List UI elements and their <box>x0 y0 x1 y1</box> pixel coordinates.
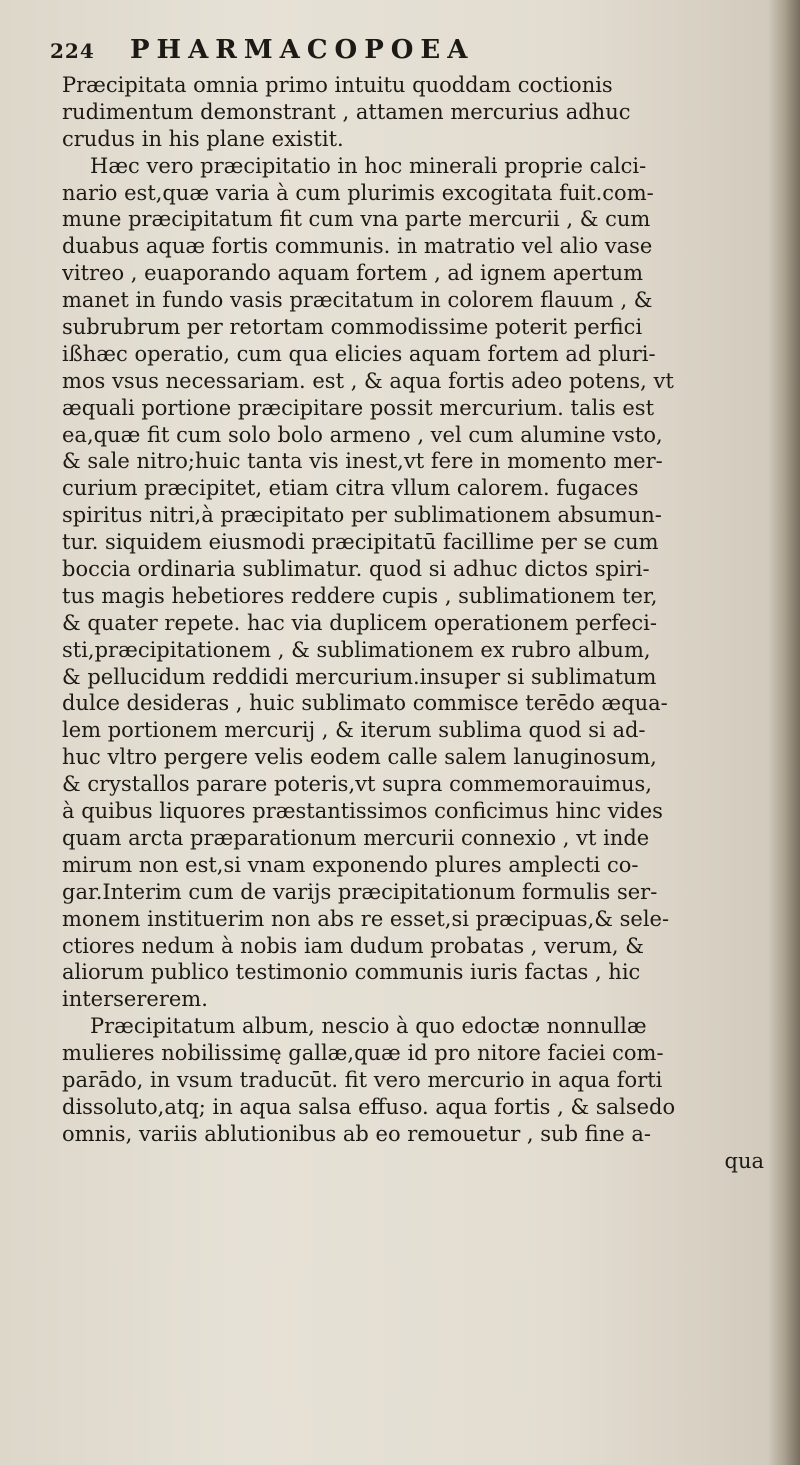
text-line: rudimentum demonstrant , attamen mercurius adhuc <box>62 99 631 124</box>
text-line: & quater repete. hac via duplicem operationem perfeci- <box>62 610 657 635</box>
text-line: tur. siquidem eiusmodi præcipitatū facillime per se cum <box>62 530 659 555</box>
text-line: intersererem. <box>62 987 208 1012</box>
page-header <box>50 35 760 71</box>
text-line: & crystallos parare poteris,vt supra commemorauimus, <box>62 772 652 797</box>
text-line: manet in fundo vasis præcitatum in colorem flauum , & <box>62 288 653 313</box>
running-head: PHARMACOPOEA <box>130 35 475 65</box>
body-text <box>62 72 778 1175</box>
text-line: nario est,quæ varia à cum plurimis excogitata fuit.com- <box>62 180 654 205</box>
text-line: à quibus liquores præstantissimos conficimus hinc vides <box>62 799 663 824</box>
text-line: huc vltro pergere velis eodem calle salem lanuginosum, <box>62 745 657 770</box>
page-number: 224 <box>50 39 95 63</box>
text-line: aliorum publico testimonio communis iuris factas , hic <box>62 960 641 985</box>
text-line: mulieres nobilissimę gallæ,quæ id pro nitore faciei com- <box>62 1041 664 1066</box>
text-line: duabus aquæ fortis communis. in matratio vel alio vase <box>62 234 653 259</box>
text-line: subrubrum per retortam commodissime poterit perfici <box>62 315 643 340</box>
text-line: dulce desideras , huic sublimato commisce terēdo æqua- <box>62 691 668 716</box>
text-line: gar.Interim cum de varijs præcipitationum formulis ser- <box>62 879 658 904</box>
text-line: vitreo , euaporando aquam fortem , ad ignem apertum <box>62 261 644 286</box>
catchword: qua <box>724 1148 764 1173</box>
text-line: Hæc vero præcipitatio in hoc minerali proprie calci- <box>90 153 647 178</box>
text-line: mirum non est,si vnam exponendo plures amplecti co- <box>62 852 639 877</box>
text-line: monem instituerim non abs re esset,si præcipuas,& sele- <box>62 906 670 931</box>
text-line: & sale nitro;huic tanta vis inest,vt fere in momento mer- <box>62 449 663 474</box>
text-line: tus magis hebetiores reddere cupis , sublimationem ter, <box>62 583 658 608</box>
text-line: ißhæc operatio, cum qua elicies aquam fortem ad pluri- <box>62 341 656 366</box>
text-line: parādo, in vsum traducūt. fit vero mercurio in aqua forti <box>62 1067 663 1092</box>
text-line: Præcipitatum album, nescio à quo edoctæ nonnullæ <box>90 1014 647 1039</box>
text-line: curium præcipitet, etiam citra vllum calorem. fugaces <box>62 476 639 501</box>
text-line: æquali portione præcipitare possit mercurium. talis est <box>62 395 655 420</box>
text-line: crudus in his plane existit. <box>62 126 344 151</box>
text-line: Præcipitata omnia primo intuitu quoddam coctionis <box>62 73 613 97</box>
text-line: spiritus nitri,à præcipitato per sublimationem absumun- <box>62 503 662 528</box>
text-line: sti,præcipitationem , & sublimationem ex rubro album, <box>62 637 651 662</box>
text-line: mos vsus necessariam. est , & aqua fortis adeo potens, vt <box>62 368 674 393</box>
text-line: ea,quæ fit cum solo bolo armeno , vel cum alumine vsto, <box>62 422 663 447</box>
text-line: lem portionem mercurij , & iterum sublima quod si ad- <box>62 718 646 743</box>
text-line: mune præcipitatum fit cum vna parte mercurii , & cum <box>62 207 651 232</box>
text-line: boccia ordinaria sublimatur. quod si adhuc dictos spiri- <box>62 557 650 582</box>
text-line: quam arcta præparationum mercurii connexio , vt inde <box>62 825 650 850</box>
text-line: ctiores nedum à nobis iam dudum probatas , verum, & <box>62 933 644 958</box>
text-line: omnis, variis ablutionibus ab eo remouetur , sub fine a- <box>62 1121 651 1146</box>
text-line: dissoluto,atq; in aqua salsa effuso. aqua fortis , & salsedo <box>62 1094 676 1119</box>
text-line: & pellucidum reddidi mercurium.insuper si sublimatum <box>62 664 657 689</box>
